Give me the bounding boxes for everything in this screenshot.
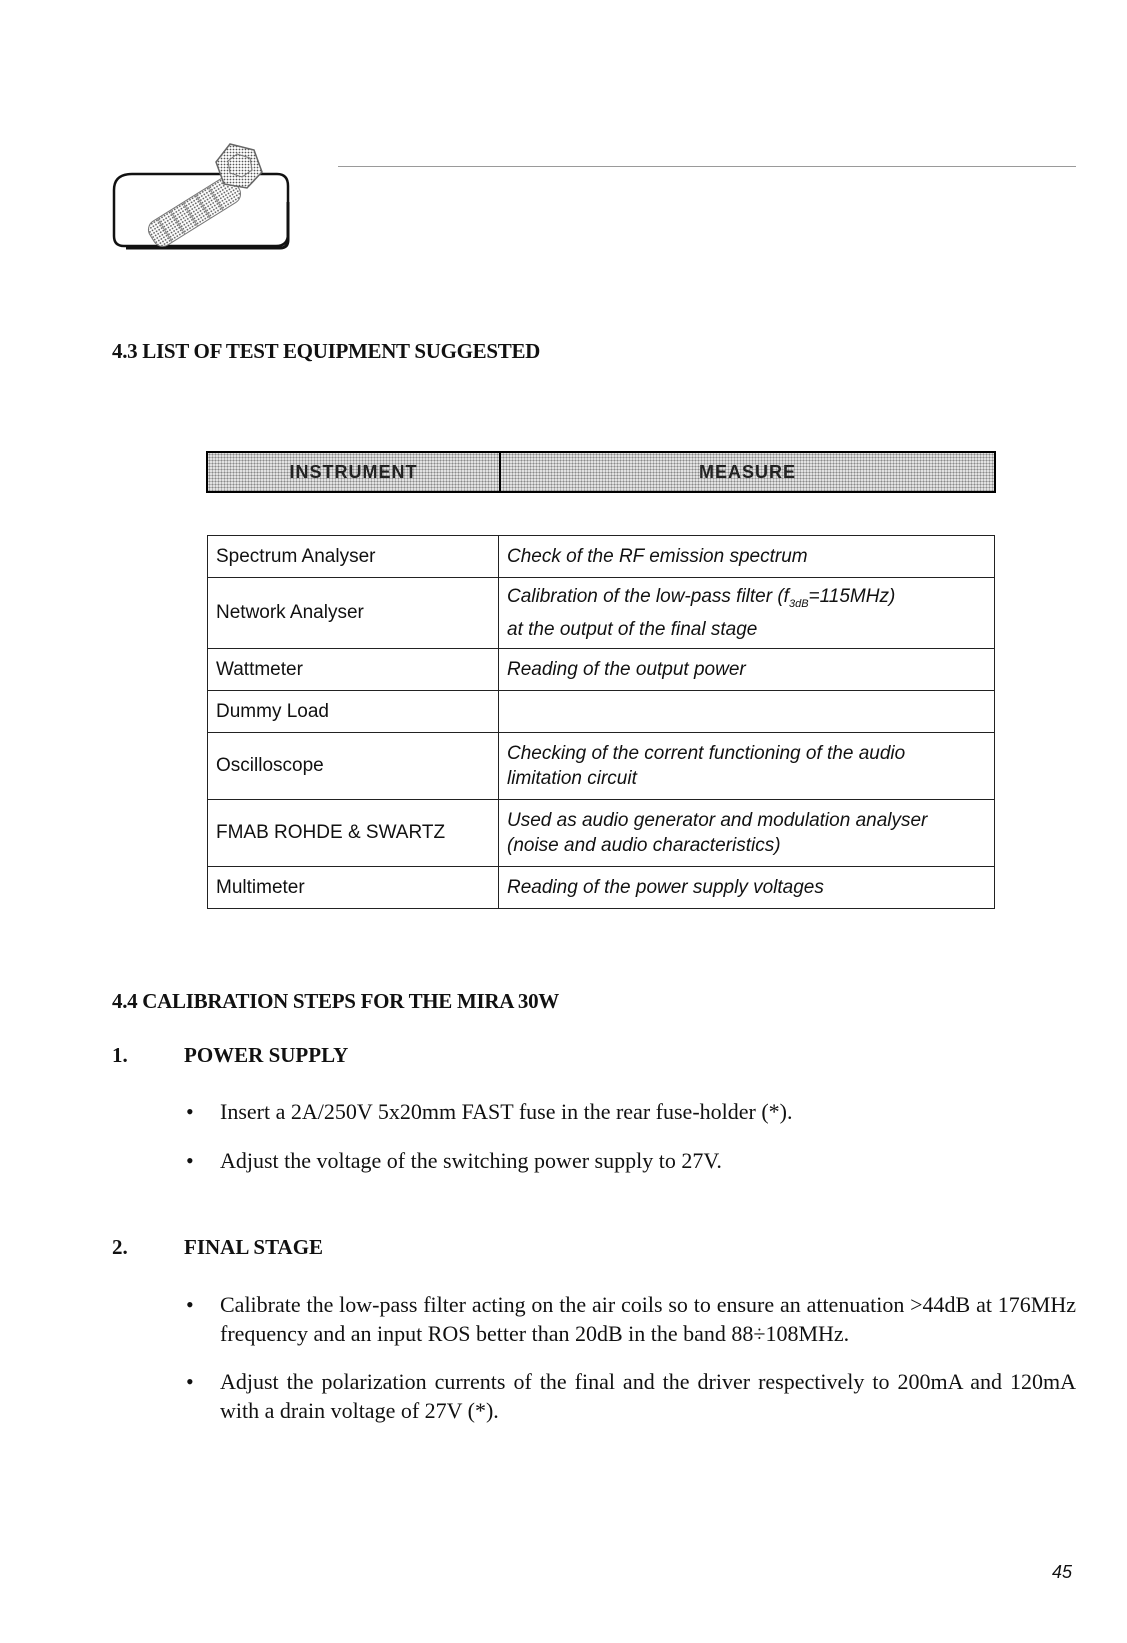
step-title-power-supply: POWER SUPPLY xyxy=(184,1043,349,1067)
equipment-table xyxy=(207,535,995,909)
measure-text: Calibration of the low-pass filter (f xyxy=(507,586,789,607)
section-title-calibration: 4.4 CALIBRATION STEPS FOR THE MIRA 30W xyxy=(112,989,559,1013)
measure-text: (noise and audio characteristics) xyxy=(507,834,781,856)
list-item: Insert a 2A/250V 5x20mm FAST fuse in the rear fuse-holder (*). xyxy=(220,1099,793,1124)
bullet-icon: • xyxy=(186,1292,194,1317)
bullet-icon: • xyxy=(186,1099,194,1124)
table-row xyxy=(208,578,995,649)
instrument-cell: Spectrum Analyser xyxy=(208,536,499,578)
table-row xyxy=(208,732,995,799)
wrench-bolt-icon xyxy=(112,142,302,252)
table-row xyxy=(208,536,995,578)
list-item: Adjust the voltage of the switching power supply to 27V. xyxy=(220,1148,722,1173)
measure-text: Used as audio generator and modulation analyser xyxy=(507,809,928,831)
instrument-cell: Multimeter xyxy=(208,866,499,908)
measure-text: limitation circuit xyxy=(507,767,637,789)
step-number: 1. xyxy=(112,1043,128,1067)
instrument-cell: Dummy Load xyxy=(208,690,499,732)
instrument-cell: FMAB ROHDE & SWARTZ xyxy=(208,799,499,866)
measure-cell: Reading of the output power xyxy=(499,648,995,690)
page-number: 45 xyxy=(1052,1562,1073,1582)
step-title-final-stage: FINAL STAGE xyxy=(184,1235,324,1259)
bullet-icon: • xyxy=(186,1369,194,1394)
measure-text: at the output of the final stage xyxy=(507,618,758,640)
section-title-test-equipment: 4.3 LIST OF TEST EQUIPMENT SUGGESTED xyxy=(112,339,541,363)
measure-cell xyxy=(499,690,995,732)
instrument-cell: Oscilloscope xyxy=(208,732,499,799)
table-row xyxy=(208,690,995,732)
header-measure: MEASURE xyxy=(698,461,796,482)
measure-cell xyxy=(499,578,995,649)
measure-text: Checking of the corrent functioning of the audio xyxy=(507,742,906,764)
step-number: 2. xyxy=(112,1235,128,1259)
measure-cell: Check of the RF emission spectrum xyxy=(499,536,995,578)
header-rule xyxy=(338,166,1076,167)
measure-cell: Reading of the power supply voltages xyxy=(499,866,995,908)
instrument-cell: Wattmeter xyxy=(208,648,499,690)
bullet-icon: • xyxy=(186,1148,194,1173)
measure-text: =115MHz) xyxy=(808,586,896,607)
table-row xyxy=(208,648,995,690)
list-item: Adjust the polarization currents of the final and the driver respectively to 200mA and 120mA with a drain voltage of 27V (*). xyxy=(220,1369,1076,1423)
table-row xyxy=(208,866,995,908)
list-item: Calibrate the low-pass filter acting on the air coils so to ensure an attenuation >44dB at 176MHz frequency and an input ROS better than 20dB in the band 88÷108MHz. xyxy=(220,1292,1076,1346)
header-instrument: INSTRUMENT xyxy=(208,453,501,491)
instrument-cell: Network Analyser xyxy=(208,578,499,649)
measure-cell xyxy=(499,732,995,799)
measure-subscript: 3dB xyxy=(788,597,809,610)
table-row xyxy=(208,799,995,866)
equipment-table-header xyxy=(206,451,996,493)
measure-cell xyxy=(499,799,995,866)
